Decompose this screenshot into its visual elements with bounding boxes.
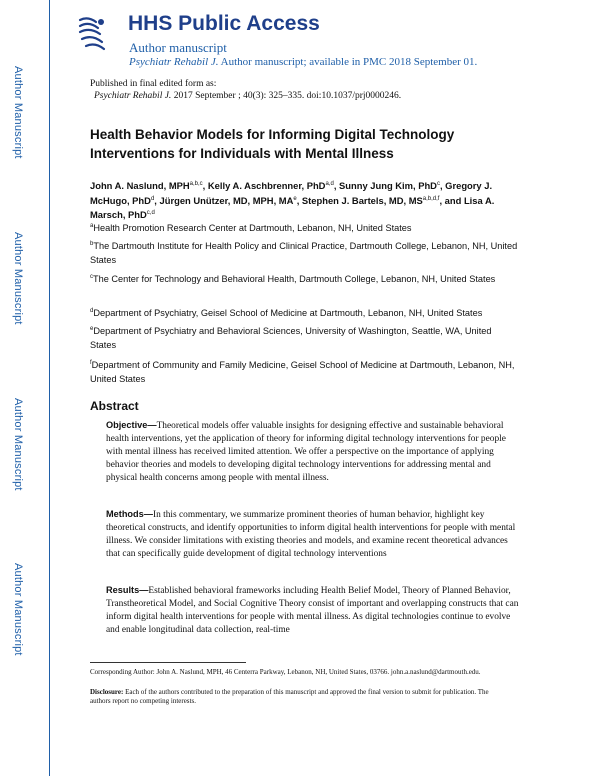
affiliation-e: $^e$Department of Psychiatry and Behavioral Sciences, University of Washington, Seattle, WA, United States [90, 326, 492, 350]
author-affiliation-marks: c [436, 181, 440, 187]
author-name: Lisa A. Marsch, PhD [90, 194, 495, 221]
author-name: Stephen J. Bartels, MD, MS [301, 194, 423, 206]
corresponding-author-note: Corresponding Author: John A. Naslund, MPH, 46 Centerra Parkway, Lebanon, NH, United States, 03766. john.a.naslund@dartmouth.edu. [90, 668, 481, 676]
affiliation-c: $^c$The Center for Technology and Behavioral Health, Dartmouth College, Lebanon, NH, United States [90, 274, 496, 285]
author-affiliation-marks: a,b,d,f [422, 195, 440, 202]
citation-journal: Psychiatr Rehabil J. [94, 91, 172, 101]
affiliation-d: $^d$Department of Psychiatry, Geisel School of Medicine at Dartmouth, Lebanon, NH, United States [90, 308, 483, 319]
author-name: Kelly A. Aschbrenner, PhD [207, 180, 326, 192]
affiliation-a: $^a$Health Promotion Research Center at Dartmouth, Lebanon, NH, United States [90, 223, 412, 234]
footnote-divider [90, 662, 246, 663]
author-list [90, 178, 520, 222]
affiliation-f: $^f$Department of Community and Family Medicine, Geisel School of Medicine at Dartmouth, Lebanon, NH, United States [90, 360, 515, 384]
affiliation-b: $^b$The Dartmouth Institute for Health Policy and Clinical Practice, Dartmouth College, Lebanon, NH, United States [90, 241, 518, 265]
author-separator: , [154, 194, 160, 206]
author-affiliation-marks: a,d [325, 181, 334, 187]
author-separator: , [333, 180, 340, 192]
hhs-eagle-logo-icon [74, 12, 110, 54]
abstract-heading: Abstract [90, 399, 139, 413]
author-name: Jürgen Unützer, MD, MPH, MA [159, 194, 294, 206]
author-affiliation-marks: d [150, 195, 155, 202]
paper-title: Health Behavior Models for Informing Digital Technology Interventions for Individuals with Mental Illness [90, 127, 455, 161]
author-affiliation-marks: c,d [146, 210, 155, 217]
availability-text: Author manuscript; available in PMC 2018 September 01. [218, 56, 478, 68]
citation-details: 2017 September ; 40(3): 325–335. doi:10.1037/prj0000246. [171, 91, 402, 101]
author-name: Gregory J. McHugo, PhD [90, 180, 493, 206]
publication-info [90, 78, 401, 102]
disclosure-note: Disclosure: Each of the authors contributed to the preparation of this manuscript and approved the final version to submit for publication. The authors report no competing interests. [90, 688, 489, 705]
author-name: John A. Naslund, MPH [90, 180, 190, 192]
abstract-methods: Methods—In this commentary, we summarize prominent theories of human behavior, highlight key theoretical constructs, and identify opportunities to inform digital health interventions for people with mental illness. We consider limitations with existing theories and models, and examine recent theoretical advances that can specifically guide development of digital technology interventions [106, 509, 516, 559]
author-separator: , [439, 180, 446, 192]
abstract-results: Results—Established behavioral frameworks including Health Belief Model, Theory of Planned Behavior, Transtheoretical Model, and Social Cognitive Theory consist of important and overlapping constructs that can inform digital health interventions for people with mental illness. As digital technologies continue to evolve and enable longitudinal data collection, real-time [106, 585, 519, 635]
citation [90, 90, 401, 102]
author-manuscript-sidebar: Author Manuscript Author Manuscript Author Manuscript Author Manuscript [12, 66, 24, 656]
journal-name: Psychiatr Rehabil J. [129, 56, 219, 68]
author-manuscript-label: Author manuscript [129, 40, 227, 55]
sidebar-divider [49, 0, 50, 776]
availability-line [129, 56, 477, 68]
author-separator: , [296, 194, 302, 206]
author-affiliation-marks: e [293, 195, 297, 202]
abstract-objective: Objective—Theoretical models offer valuable insights for designing effective and sustainable behavioral health interventions, yet the application of theory for informing digital technology interventions for people with mental illness has received limited attention. We offer a perspective on the importance of applying behavior theories and models to developing digital technology interventions for addressing mental and physical health concerns among people with mental illness. [106, 420, 506, 483]
author-separator: , and [439, 194, 464, 206]
author-separator: , [202, 180, 208, 192]
author-name: Sunny Jung Kim, PhD [339, 180, 437, 192]
published-label: Published in final edited form as: [90, 79, 217, 89]
hhs-public-access-title: HHS Public Access [128, 12, 320, 35]
author-affiliation-marks: a,b,c [189, 181, 203, 187]
